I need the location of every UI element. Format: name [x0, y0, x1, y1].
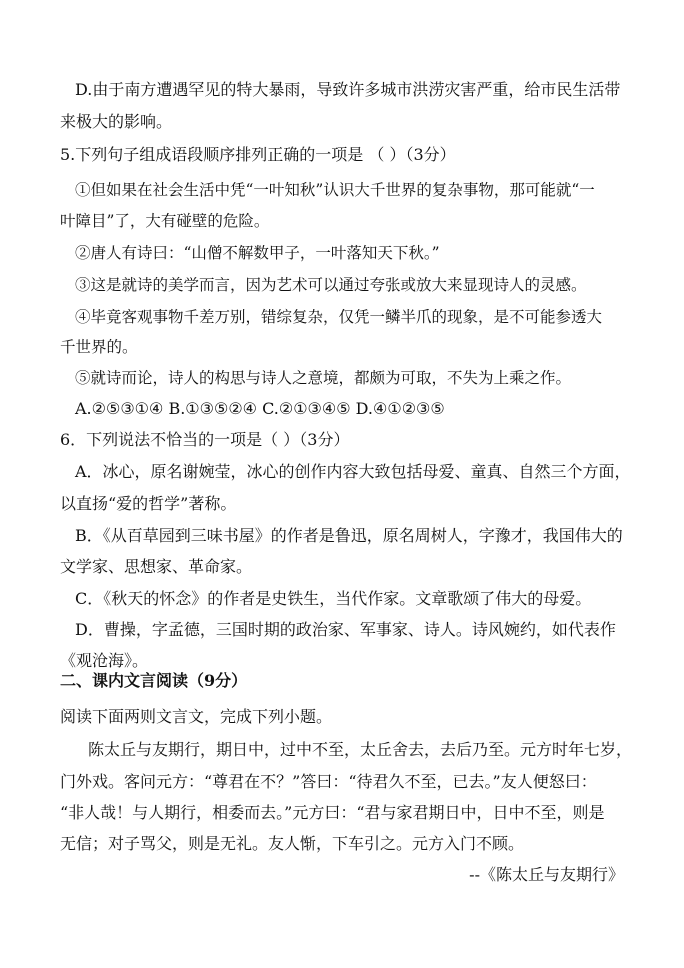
- question-6-title: 6．下列说法不恰当的一项是（ ）（3分）: [60, 430, 350, 449]
- sentence-1-line-2: 叶障目”了，大有碰壁的危险。: [60, 212, 270, 230]
- option-d-line-2: 来极大的影响。: [60, 112, 173, 131]
- option-b-line-1: B．《从百草园到三味书屋》的作者是鲁迅，原名周树人，字豫才，我国伟大的: [75, 526, 623, 545]
- sentence-4-line-2: 千世界的。: [60, 338, 138, 356]
- sentence-2: ②唐人有诗曰：“山僧不解数甲子，一叶落知天下秋。”: [75, 244, 440, 262]
- sentence-4-line-1: ④毕竟客观事物千差万别，错综复杂，仅凭一鳞半爪的现象，是不可能参透大: [75, 308, 603, 326]
- classical-text-line-1: 陈太丘与友期行，期日中，过中不至，太丘舍去，去后乃至。元方时年七岁，: [88, 740, 633, 759]
- option-b-line-2: 文学家、思想家、革命家。: [60, 557, 253, 576]
- option-d-q6-line-2: 《观沧海》。: [60, 651, 149, 670]
- source-title: --《陈太丘与友期行》: [469, 865, 624, 884]
- reading-instruction: 阅读下面两则文言文，完成下列小题。: [60, 707, 333, 726]
- sentence-5: ⑤就诗而论，诗人的构思与诗人之意境，都颇为可取，不失为上乘之作。: [75, 369, 572, 387]
- question-5-title: 5.下列句子组成语段顺序排列正确的一项是 （ ）（3分）: [60, 145, 456, 164]
- section-2-heading: 二、课内文言阅读（9分）: [60, 671, 248, 690]
- option-d-line-1: D.由于南方遭遇罕见的特大暴雨，导致许多城市洪涝灾害严重，给市民生活带: [75, 80, 621, 99]
- sentence-1-line-1: ①但如果在社会生活中凭“一叶知秋”认识大千世界的复杂事物，那可能就“一: [75, 181, 595, 199]
- classical-text-line-2: 门外戏。客问元方：“尊君在不？”答曰：“待君久不至，已去。”友人便怒曰：: [60, 772, 597, 791]
- sentence-3: ③这是就诗的美学而言，因为艺术可以通过夸张或放大来显现诗人的灵感。: [75, 276, 587, 294]
- option-a-line-1: A．冰心，原名谢婉莹，冰心的创作内容大致包括母爱、童真、自然三个方面，: [75, 462, 631, 481]
- question-5-options: A.②⑤③①④ B.①③⑤②④ C.②①③④⑤ D.④①②③⑤: [75, 399, 445, 418]
- classical-text-line-4: 无信；对子骂父，则是无礼。友人惭，下车引之。元方入门不顾。: [60, 834, 525, 853]
- option-a-line-2: 以直扬“爱的哲学”著称。: [60, 494, 237, 513]
- option-d-q6-line-1: D．曹操，字孟德，三国时期的政治家、军事家、诗人。诗风婉约，如代表作: [75, 620, 616, 639]
- classical-text-line-3: “非人哉！与人期行，相委而去。”元方曰：“君与家君期日中，日中不至，则是: [60, 803, 605, 822]
- option-c: C．《秋天的怀念》的作者是史铁生，当代作家。文章歌颂了伟大的母爱。: [75, 589, 592, 608]
